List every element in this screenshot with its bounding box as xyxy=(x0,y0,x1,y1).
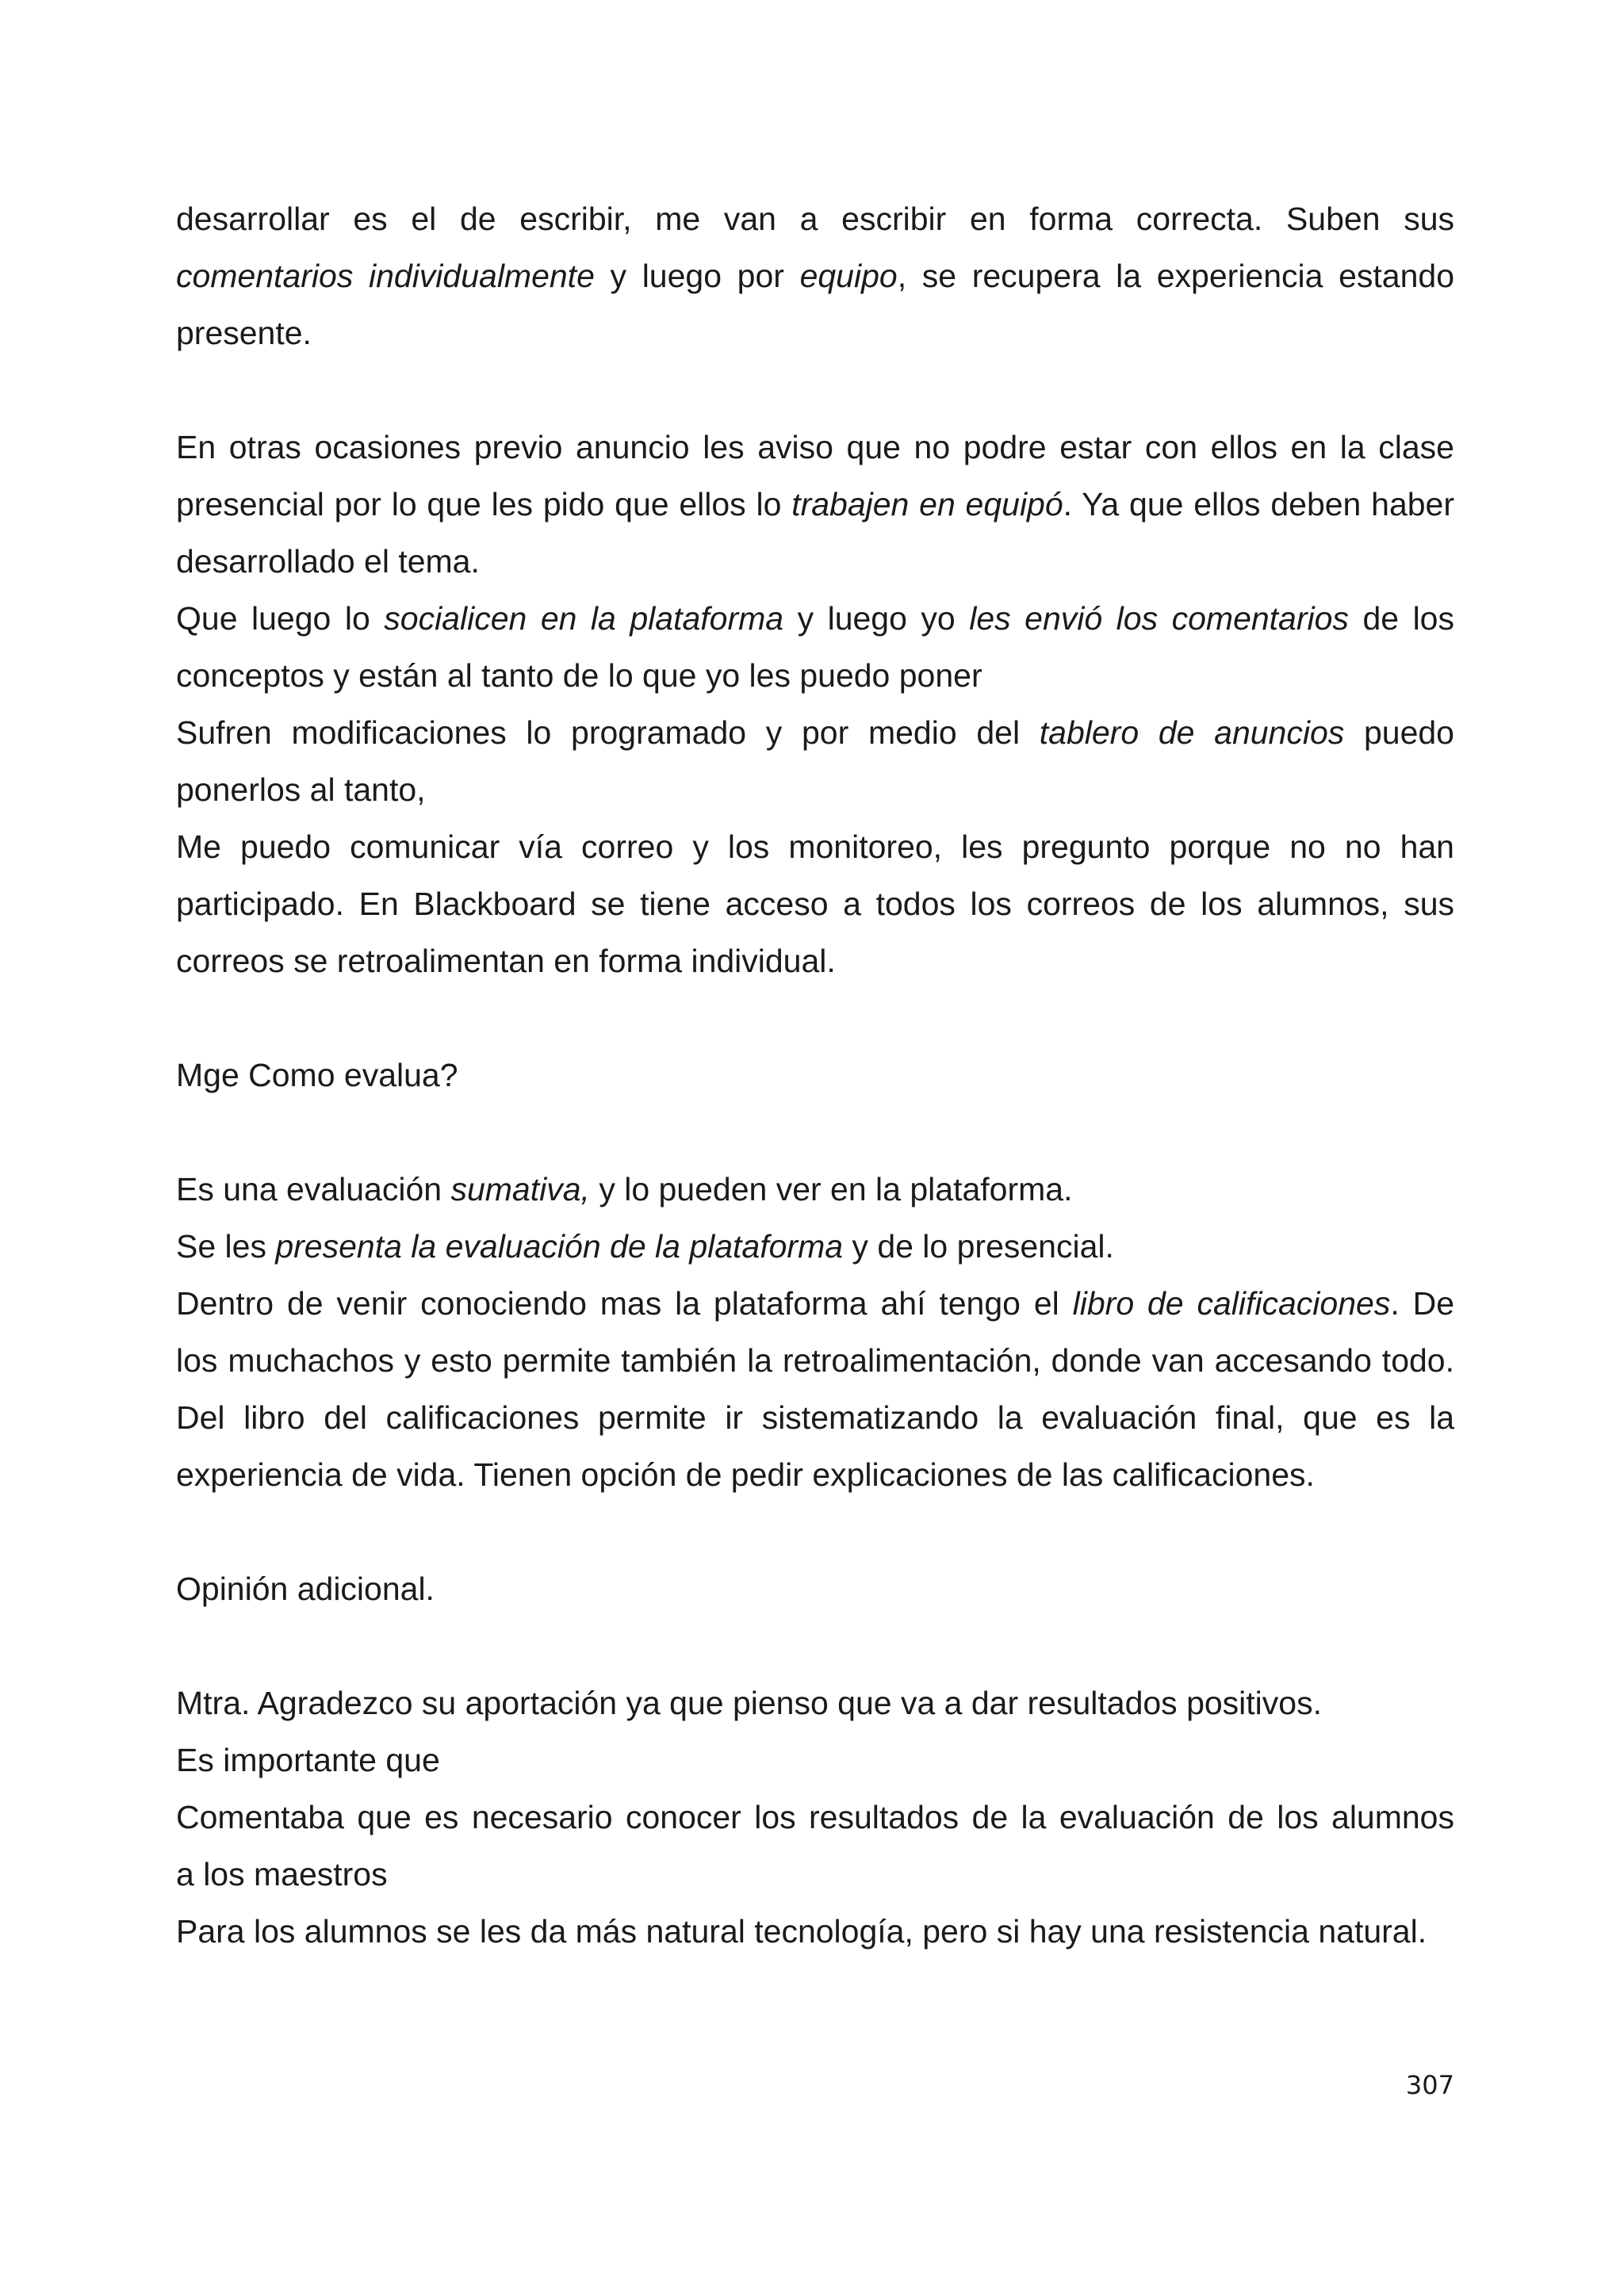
text-line xyxy=(176,1789,1454,1846)
italic-text: socialicen en la plataforma xyxy=(384,600,784,637)
italic-text: trabajen en equipó xyxy=(791,486,1063,522)
text-line xyxy=(176,1903,1454,1960)
text-line xyxy=(176,932,1454,989)
text-line xyxy=(176,190,1454,247)
text-segment: Dentro de venir conociendo mas la plataforma ahí tengo el xyxy=(176,1285,1073,1322)
text-line xyxy=(176,1846,1454,1903)
text-segment: Es importante que xyxy=(176,1742,440,1778)
text-segment: Sufren modificaciones lo programado y por medio del xyxy=(176,714,1040,751)
text-segment: puedo xyxy=(1344,714,1454,751)
text-line xyxy=(176,1047,1454,1104)
text-line xyxy=(176,476,1454,533)
text-segment: Del libro del calificaciones permite ir sistematizando la evaluación final, que es la xyxy=(176,1399,1454,1436)
paragraph-gap xyxy=(176,989,1454,1047)
text-line xyxy=(176,647,1454,704)
italic-text: presenta la evaluación de la plataforma xyxy=(275,1228,844,1265)
text-segment: . De xyxy=(1390,1285,1455,1322)
text-segment: y luego por xyxy=(594,258,800,294)
body-text xyxy=(176,190,1454,1960)
text-segment: presencial por lo que les pido que ellos lo xyxy=(176,486,792,522)
text-segment: los muchachos y esto permite también la retroalimentación, donde van accesando todo. xyxy=(176,1342,1454,1379)
text-segment: Es una evaluación xyxy=(176,1171,451,1207)
text-segment: Opinión adicional. xyxy=(176,1571,435,1607)
paragraph-gap xyxy=(176,362,1454,419)
text-line xyxy=(176,419,1454,476)
text-segment: y de lo presencial. xyxy=(843,1228,1114,1265)
text-segment: conceptos y están al tanto de lo que yo les puedo poner xyxy=(176,657,982,694)
text-line xyxy=(176,247,1454,304)
text-line xyxy=(176,1732,1454,1789)
text-segment: de los xyxy=(1348,600,1454,637)
italic-text: libro de calificaciones xyxy=(1072,1285,1391,1322)
text-segment: desarrollado el tema. xyxy=(176,543,480,580)
text-line xyxy=(176,1446,1454,1503)
text-line xyxy=(176,1161,1454,1218)
text-segment: Que luego lo xyxy=(176,600,385,637)
italic-text: comentarios individualmente xyxy=(176,258,595,294)
text-segment: Mtra. Agradezco su aportación ya que pienso que va a dar resultados positivos. xyxy=(176,1685,1322,1721)
text-segment: a los maestros xyxy=(176,1856,388,1892)
italic-text: sumativa, xyxy=(450,1171,590,1207)
text-segment: presente. xyxy=(176,315,312,351)
text-line xyxy=(176,1674,1454,1732)
italic-text: les envió los comentarios xyxy=(969,600,1349,637)
text-line xyxy=(176,590,1454,647)
text-segment: desarrollar es el de escribir, me van a escribir en forma correcta. Suben sus xyxy=(176,201,1454,237)
text-line xyxy=(176,1275,1454,1332)
text-segment: Comentaba que es necesario conocer los resultados de la evaluación de los alumnos xyxy=(176,1799,1454,1835)
text-segment: y lo pueden ver en la plataforma. xyxy=(589,1171,1073,1207)
text-line xyxy=(176,304,1454,362)
paragraph-gap xyxy=(176,1104,1454,1161)
text-line xyxy=(176,533,1454,590)
text-line xyxy=(176,704,1454,761)
text-line xyxy=(176,875,1454,932)
text-segment: . Ya que ellos deben haber xyxy=(1063,486,1455,522)
text-segment: Mge Como evalua? xyxy=(176,1057,458,1093)
text-line xyxy=(176,1560,1454,1617)
text-line xyxy=(176,1218,1454,1275)
paragraph-gap xyxy=(176,1503,1454,1560)
page-number: 307 xyxy=(1405,2070,1454,2100)
italic-text: tablero de anuncios xyxy=(1039,714,1345,751)
text-line xyxy=(176,761,1454,818)
text-segment: En otras ocasiones previo anuncio les aviso que no podre estar con ellos en la clase xyxy=(176,429,1454,465)
text-segment: ponerlos al tanto, xyxy=(176,771,426,808)
text-segment: participado. En Blackboard se tiene acceso a todos los correos de los alumnos, sus xyxy=(176,886,1454,922)
text-segment: experiencia de vida. Tienen opción de pedir explicaciones de las calificaciones. xyxy=(176,1456,1315,1493)
text-segment: Me puedo comunicar vía correo y los monitoreo, les pregunto porque no no han xyxy=(176,828,1454,865)
text-segment: correos se retroalimentan en forma individual. xyxy=(176,943,836,979)
text-segment: Para los alumnos se les da más natural tecnología, pero si hay una resistencia natural. xyxy=(176,1913,1427,1950)
italic-text: equipo xyxy=(799,258,898,294)
text-segment: Se les xyxy=(176,1228,276,1265)
text-line xyxy=(176,818,1454,875)
text-line xyxy=(176,1389,1454,1446)
text-segment: , se recupera la experiencia estando xyxy=(897,258,1454,294)
text-segment: y luego yo xyxy=(783,600,970,637)
text-line xyxy=(176,1332,1454,1389)
paragraph-gap xyxy=(176,1617,1454,1674)
